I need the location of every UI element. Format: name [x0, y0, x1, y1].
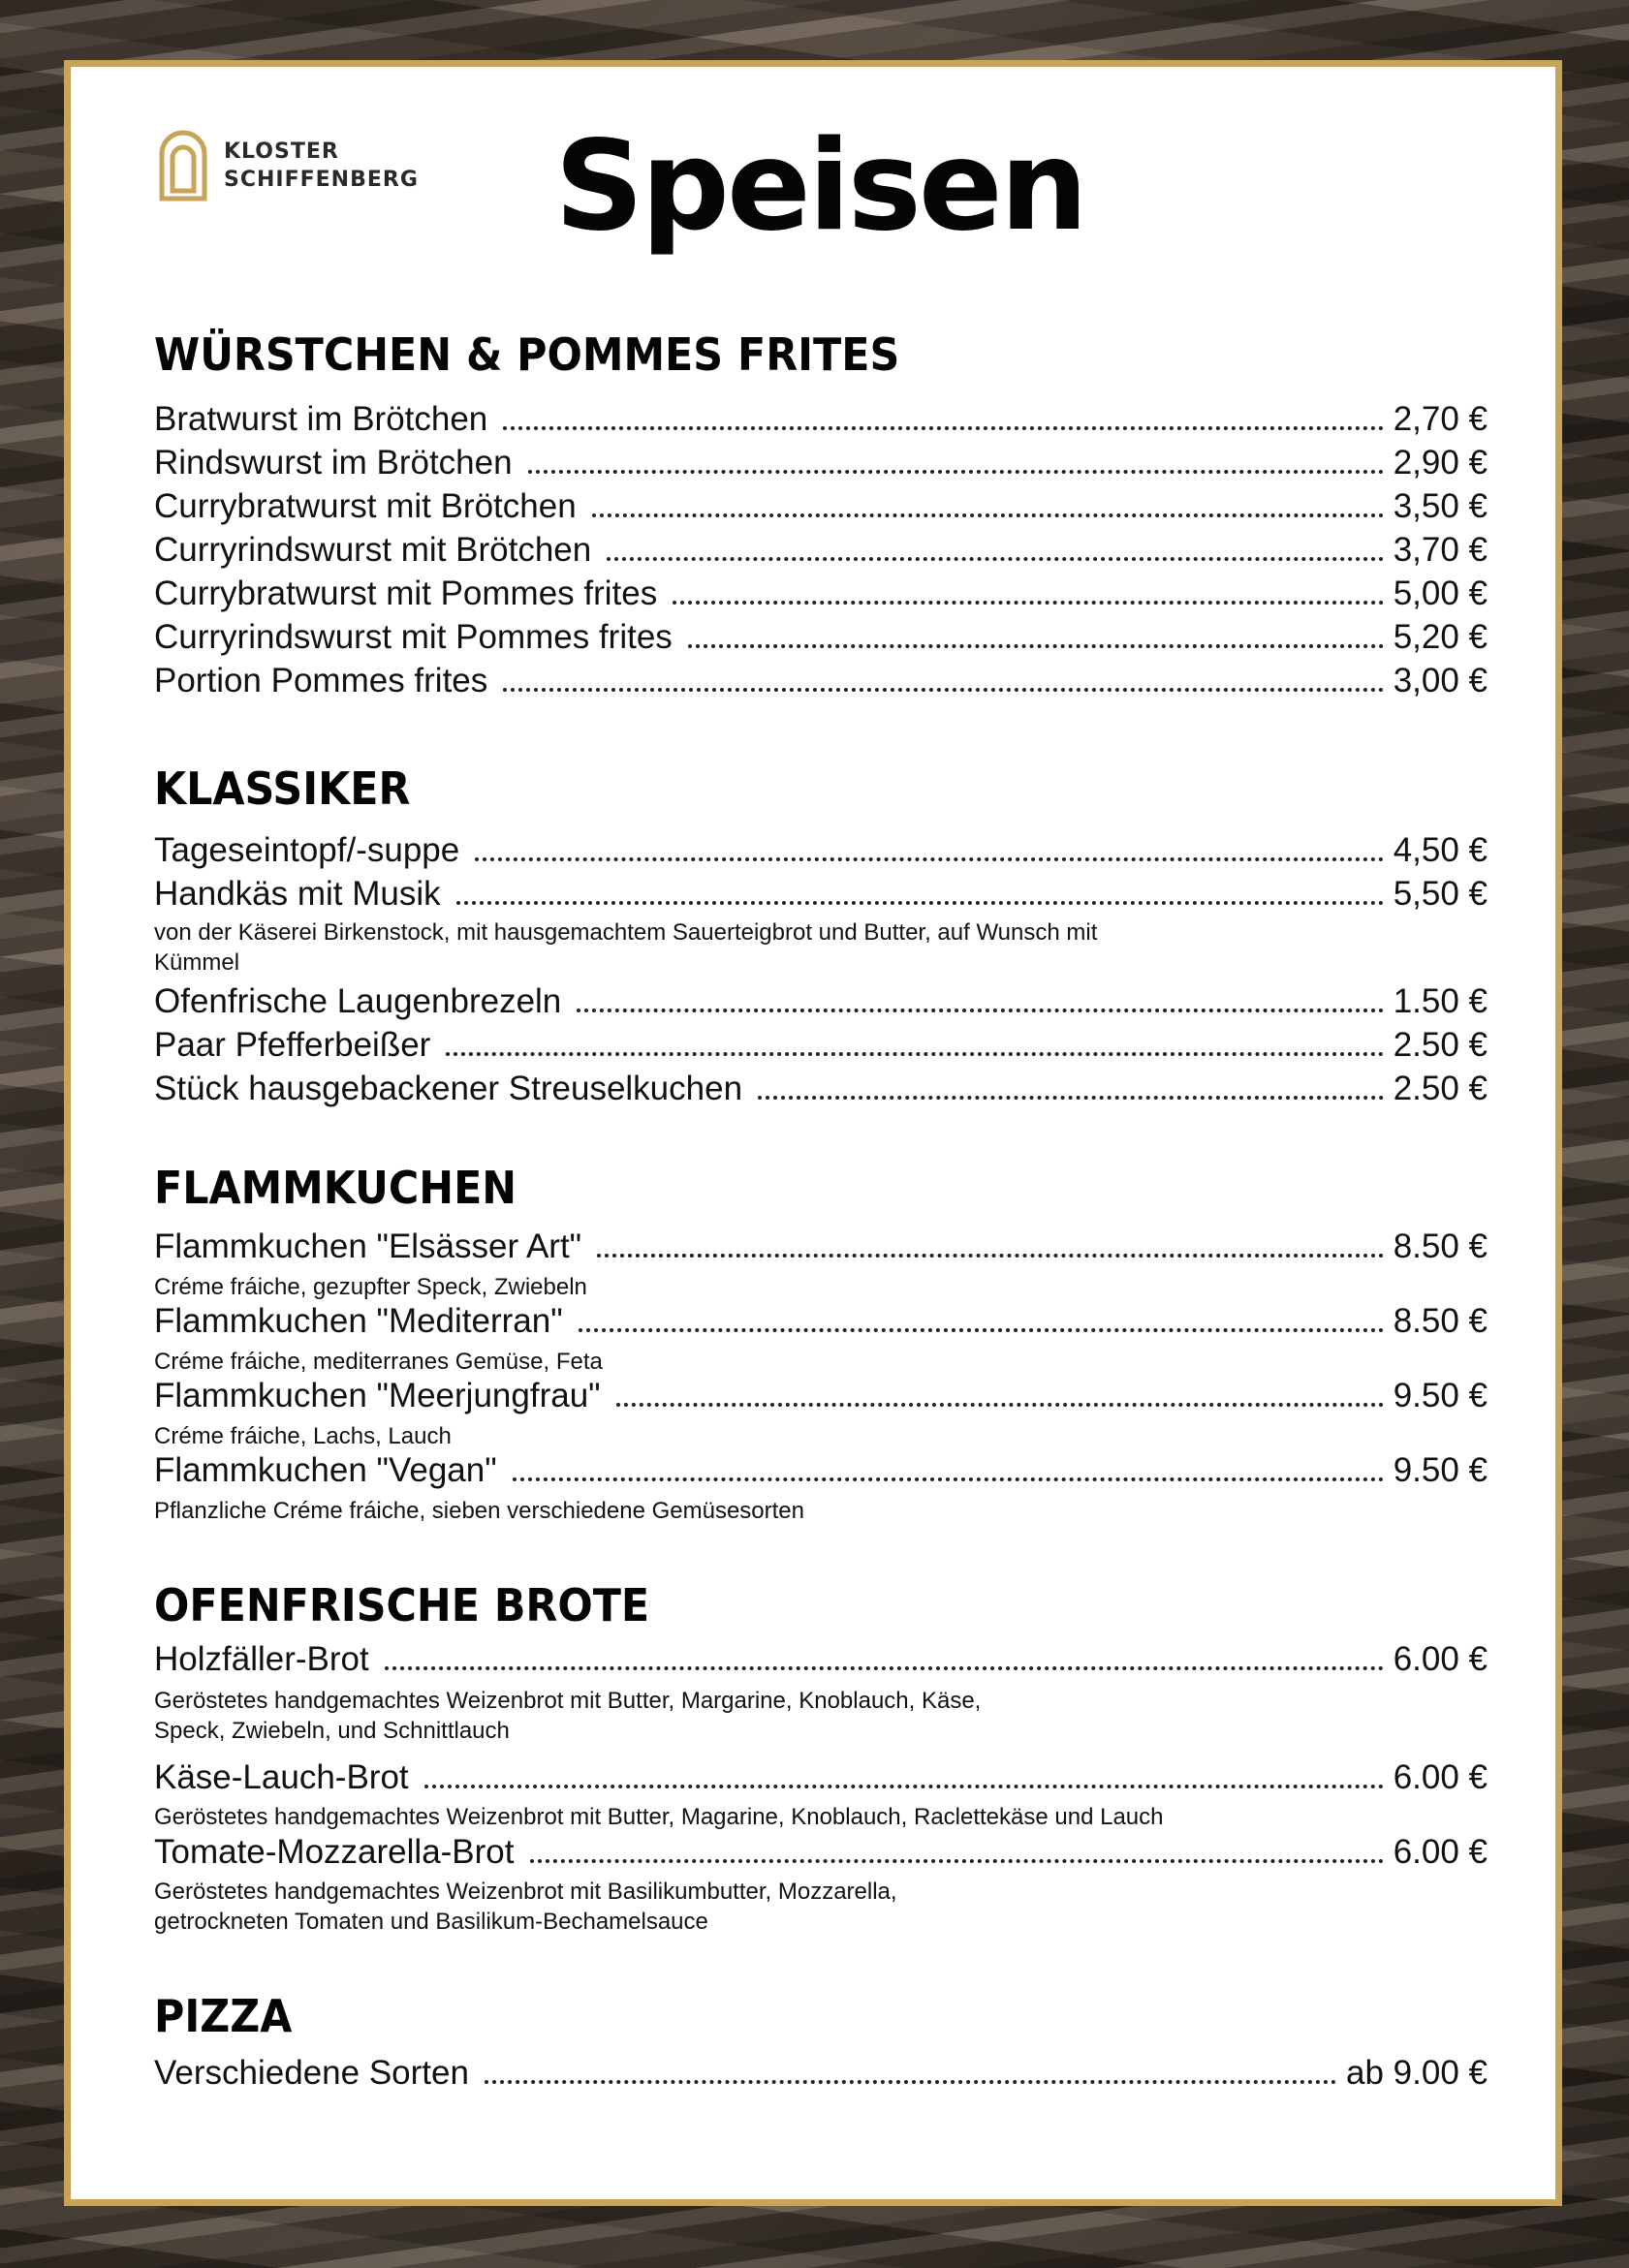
- item-name: Verschiedene Sorten: [154, 2054, 469, 2092]
- dot-leader: [607, 557, 1383, 561]
- item-price: 3,50 €: [1393, 487, 1488, 525]
- item-name: Currybratwurst mit Pommes frites: [154, 575, 658, 612]
- dot-leader: [475, 857, 1383, 861]
- item-name: Handkäs mit Musik: [154, 875, 441, 913]
- item-price: 6.00 €: [1393, 1758, 1488, 1796]
- menu-item: [154, 1449, 1488, 1492]
- menu-card: [64, 60, 1562, 2206]
- menu-item: [154, 1024, 1488, 1067]
- section-title-ofenfrische-brote: OFENFRISCHE BROTE: [154, 1579, 650, 1631]
- item-price: 3,70 €: [1393, 531, 1488, 569]
- item-name: Currybratwurst mit Brötchen: [154, 487, 577, 525]
- menu-item: [154, 980, 1488, 1023]
- menu-item: [154, 1226, 1488, 1268]
- dot-leader: [758, 1096, 1384, 1100]
- menu-item: [154, 873, 1488, 916]
- item-description: Créme fráiche, mediterranes Gemüse, Feta: [154, 1349, 603, 1375]
- item-description: Geröstetes handgemachtes Weizenbrot mit Butter, Margarine, Knoblauch, Käse,: [154, 1688, 982, 1714]
- item-description: Créme fráiche, gezupfter Speck, Zwiebeln: [154, 1274, 587, 1300]
- item-price: 2.50 €: [1393, 1070, 1488, 1107]
- item-description: Speck, Zwiebeln, und Schnittlauch: [154, 1718, 510, 1744]
- item-price: 5,50 €: [1393, 875, 1488, 913]
- dot-leader: [530, 1859, 1384, 1863]
- item-price: 8.50 €: [1393, 1227, 1488, 1265]
- menu-item: [154, 2052, 1488, 2095]
- dot-leader: [577, 1009, 1383, 1012]
- item-name: Ofenfrische Laugenbrezeln: [154, 982, 562, 1020]
- item-description: Pflanzliche Créme fráiche, sieben verschiedene Gemüsesorten: [154, 1498, 805, 1524]
- brand-line-1: KLOSTER: [224, 140, 339, 164]
- item-price: 2,90 €: [1393, 444, 1488, 482]
- menu-item: [154, 829, 1488, 872]
- item-price: 8.50 €: [1393, 1302, 1488, 1340]
- menu-item: [154, 1375, 1488, 1417]
- menu-item: [154, 485, 1488, 528]
- item-name: Curryrindswurst mit Pommes frites: [154, 618, 673, 656]
- item-name: Flammkuchen "Vegan": [154, 1451, 497, 1489]
- item-price: 5,20 €: [1393, 618, 1488, 656]
- item-description: Geröstetes handgemachtes Weizenbrot mit Butter, Magarine, Knoblauch, Raclettekäse und Lauch: [154, 1804, 1164, 1830]
- item-name: Rindswurst im Brötchen: [154, 444, 513, 482]
- item-price: 3,00 €: [1393, 662, 1488, 699]
- menu-item: [154, 1068, 1488, 1110]
- dot-leader: [503, 688, 1383, 692]
- section-title-klassiker: KLASSIKER: [154, 762, 411, 815]
- item-price: 5,00 €: [1393, 575, 1488, 612]
- menu-item: [154, 1300, 1488, 1343]
- dot-leader: [597, 1254, 1384, 1258]
- item-name: Flammkuchen "Elsässer Art": [154, 1227, 582, 1265]
- item-description: getrockneten Tomaten und Basilikum-Bechamelsauce: [154, 1909, 708, 1935]
- item-name: Flammkuchen "Mediterran": [154, 1302, 563, 1340]
- item-name: Portion Pommes frites: [154, 662, 488, 699]
- item-name: Bratwurst im Brötchen: [154, 400, 488, 438]
- dot-leader: [424, 1785, 1384, 1788]
- menu-item: [154, 442, 1488, 484]
- menu-item: [154, 1638, 1488, 1681]
- dot-leader: [592, 513, 1384, 517]
- item-name: Flammkuchen "Meerjungfrau": [154, 1377, 601, 1414]
- dot-leader: [485, 2080, 1336, 2084]
- item-price: 6.00 €: [1393, 1640, 1488, 1678]
- item-price: 9.50 €: [1393, 1377, 1488, 1414]
- brand-line-2: SCHIFFENBERG: [224, 168, 419, 192]
- menu-item: [154, 529, 1488, 572]
- item-name: Paar Pfefferbeißer: [154, 1026, 431, 1064]
- item-price: 2.50 €: [1393, 1026, 1488, 1064]
- item-price: ab 9.00 €: [1346, 2054, 1488, 2092]
- item-price: 4,50 €: [1393, 831, 1488, 869]
- menu-item: [154, 616, 1488, 659]
- dot-leader: [579, 1328, 1384, 1332]
- item-name: Tageseintopf/-suppe: [154, 831, 460, 869]
- section-title-pizza: PIZZA: [154, 1990, 293, 2042]
- dot-leader: [503, 426, 1383, 430]
- dot-leader: [688, 644, 1384, 648]
- item-name: Tomate-Mozzarella-Brot: [154, 1833, 515, 1871]
- item-description: von der Käserei Birkenstock, mit hausgemachtem Sauerteigbrot und Butter, auf Wunsch mit Kümmel: [154, 919, 1098, 976]
- dot-leader: [385, 1666, 1384, 1670]
- item-name: Käse-Lauch-Brot: [154, 1758, 409, 1796]
- section-title-flammkuchen: FLAMMKUCHEN: [154, 1162, 517, 1214]
- dot-leader: [513, 1477, 1384, 1481]
- item-price: 6.00 €: [1393, 1833, 1488, 1871]
- item-name: Curryrindswurst mit Brötchen: [154, 531, 592, 569]
- item-name: Stück hausgebackener Streuselkuchen: [154, 1070, 743, 1107]
- menu-item: [154, 573, 1488, 615]
- menu-item: [154, 1831, 1488, 1874]
- menu-item: [154, 660, 1488, 702]
- dot-leader: [446, 1052, 1383, 1056]
- menu-item: [154, 398, 1488, 441]
- item-price: 1.50 €: [1393, 982, 1488, 1020]
- menu-item: [154, 1756, 1488, 1799]
- dot-leader: [616, 1403, 1384, 1407]
- section-title-wurstchen: WÜRSTCHEN & POMMES FRITES: [154, 328, 900, 381]
- item-price: 9.50 €: [1393, 1451, 1488, 1489]
- item-description: Geröstetes handgemachtes Weizenbrot mit Basilikumbutter, Mozzarella,: [154, 1879, 897, 1905]
- dot-leader: [456, 901, 1384, 905]
- dot-leader: [673, 601, 1383, 605]
- item-name: Holzfäller-Brot: [154, 1640, 369, 1678]
- dot-leader: [528, 470, 1384, 474]
- page-title: Speisen: [554, 114, 1085, 259]
- item-price: 2,70 €: [1393, 400, 1488, 438]
- item-description: Créme fráiche, Lachs, Lauch: [154, 1423, 452, 1449]
